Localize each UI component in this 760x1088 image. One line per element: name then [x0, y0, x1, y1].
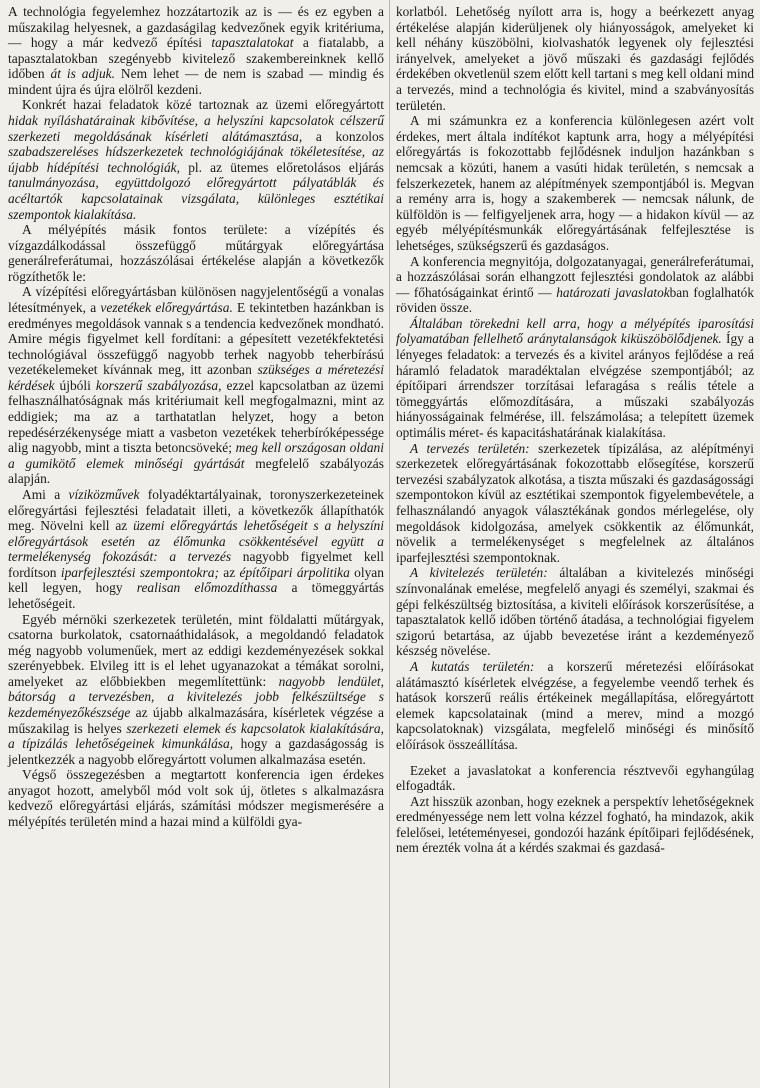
- emphasis-text: át is adjuk.: [50, 66, 115, 82]
- body-text: Végső összegezésben a megtartott konferencia igen érdekes anyagot hozott, amelyből mód volt sok új, ötletes s alkalmazásra kedvező előregyártási eljárás, számítási módszer megismerésére a mélyépítés területén mind a hazai mind a külföldi gya-: [8, 767, 384, 830]
- right-paragraph-6: [396, 565, 754, 659]
- emphasis-text: határozati javaslatok: [556, 284, 670, 300]
- body-text: a konzolos: [302, 128, 384, 144]
- column-divider: [389, 0, 390, 1088]
- right-paragraph-9: [396, 794, 754, 856]
- left-column: [8, 4, 384, 830]
- right-paragraph-4: [396, 316, 754, 441]
- body-text: E tekintetben hazánkban is eredményes megoldások vannak s a tendencia kedvezőnek mondható. Amire mégis figyelmet kell fordítani: a gépesített vezetékfektetési technológiával összefüggő nagyobb terhek nagyobb teherbírású vezetékelemeket kívánnak meg, itt azonban: [8, 299, 385, 378]
- body-text: A mélyépítés másik fontos területe: a vízépítés és vízgazdálkodással összefüggő műtárgyak előregyártása generálreferátumai, hozzászólásai értékelése alapján a következők rögzíthetők le:: [8, 222, 384, 284]
- body-text: Ami a: [22, 486, 69, 502]
- right-paragraph-8: [396, 763, 754, 794]
- emphasis-text: korszerű szabályozása,: [95, 377, 222, 393]
- body-text: az: [218, 564, 240, 580]
- emphasis-text: üzemi előregyártás lehetőségeit s a helyszíni előregyártások esetén az élőmunka csökkentésével együtt a termelékenység fokozását: a tervezés: [8, 518, 385, 565]
- body-text: A konferencia megnyitója, dolgozatanyagai, generálreferátumai, a hozzászólásai során elhangzott fejlesztési gondolatok az alábbi — főhatóságainkat érintő —: [396, 253, 754, 300]
- body-text: a korszerű méretezési előírásokat alátámasztó kísérletek elvégzése, a fegyelembe veendő terhek és hatások korszerű reális értékeinek megállapítása, előregyártott elemek kapcsolatainak (mind a merev, mind a mozgó kapcsolatoknak) vizsgálata, megfelelő minőségi és minősítő előírások összeállítása.: [396, 658, 754, 752]
- emphasis-text: szabadszereléses hídszerkezetek technológiájának tökéletesítése, az újabb hídépítési technológiák,: [8, 144, 384, 175]
- right-paragraph-3: [396, 254, 754, 316]
- emphasis-text: szerkezeti elemek és kapcsolatok kialakítására, a típizálás lehetőségeinek kimunkálása,: [8, 720, 384, 752]
- body-text: ezzel kapcsolatban az üzemi felhasználhatóságnak más kritériumait kell megfogalmazni, mint az eddigiek; ma az a tarthatatlan helyzet, hogy a beton repedésérzékenysége miatt a vasbeton vezetékek teherbíróképessége alig nagyobb, mint a tiszta betoncsöveké;: [8, 377, 385, 456]
- left-paragraph-1: [8, 4, 384, 97]
- body-text: megfelelő szabályozás alapján.: [8, 455, 384, 487]
- body-text: Konkrét hazai feladatok közé tartoznak az üzemi előregyártott: [22, 97, 384, 113]
- emphasis-text: hidak nyíláshatárainak kibővítése, a helyszíni kapcsolatok célszerű szerkezeti megoldásának kísérleti alátámasztása,: [8, 113, 384, 144]
- body-text: a fiatalabb, a tapasztalatokban szegényebb kivitelező szakembereinknek kellő időben: [8, 35, 384, 82]
- body-text: A technológia fegyelemhez hozzátartozik az is — és ez egyben a műszakilag helyesnek, a gazdaságilag kedvezőnek egyik kritériuma, — hogy a már kedvező építési: [8, 4, 384, 51]
- emphasis-text: A tervezés területén:: [410, 440, 530, 456]
- body-text: a tömeggyártás lehetőségeit.: [8, 580, 385, 611]
- emphasis-text: tanulmányozása, együttdolgozó előregyártott pályatáblák és acéltartók kapcsolatainak vizsgálata, különleges esztétikai szempontok kialakítása.: [8, 175, 384, 222]
- emphasis-text: vezetékek előregyártása.: [100, 299, 233, 315]
- body-text: ban foglalhatók röviden össze.: [396, 284, 754, 316]
- emphasis-text: Általában törekedni kell arra, hogy a mélyépítés iparosítási folyamatában fellelhető aránytalanságok kiküszöbölődjenek.: [396, 315, 754, 347]
- left-paragraph-4: [8, 284, 384, 487]
- right-paragraph-2: [396, 113, 754, 253]
- body-text: A vízépítési előregyártásban különösen nagyjelentőségű a vonalas létesítmények, a: [8, 284, 384, 315]
- emphasis-text: realisan előmozdíthassa: [136, 580, 278, 596]
- body-text: A mi számunkra ez a konferencia különlegesen azért volt érdekes, mert általa indítékot kaptunk arra, hogy a mélyépítési előregyártás is fokozottabb fejlődésnek induljon hazánkban s nemcsak a közúti, hanem a vasúti hidak területén, s nemcsak a felszerkezetek, hanem az alépítmények szempontjából is. Megvan a remény arra is, hogy a szakemberek — nemcsak nálunk, de külföldön is — felfigyeljenek arra, hogy — a hidakon kívül — az egyéb mélyépítésmunkák előregyártásának felfejlesztése is lehetséges, szükségszerű és gazdaságos.: [396, 113, 754, 253]
- left-paragraph-2: [8, 97, 384, 222]
- body-text: nagyobb figyelmet kell fordítson: [8, 549, 384, 580]
- right-paragraph-5: [396, 441, 754, 566]
- body-text: pl. az ütemes előretolásos eljárás: [180, 159, 384, 175]
- left-paragraph-7: [8, 767, 384, 829]
- emphasis-text: meg kell országosan oldani a gumikötő elemek minőségi gyártását: [8, 440, 384, 471]
- right-paragraph-1: [396, 4, 754, 113]
- body-text: Egyéb mérnöki szerkezetek területén, mint földalatti műtárgyak, csatorna burkolatok, csatornaáthidalások, a megoldandó feladatok még nagyobb volumenűek, mert az eddigi kezdeményezések sokkal szerényebbek. Elvileg itt is el lehet ugyanazokat a témákat sorolni, amelyeket az előbbiekben megemlítettünk:: [8, 611, 384, 689]
- body-text: Nem lehet — de nem is szabad — mindig és mindent újra és újra elölről kezdeni.: [8, 66, 384, 97]
- emphasis-text: A kivitelezés területén:: [410, 565, 548, 581]
- right-paragraph-7: [396, 659, 754, 753]
- body-text: olyan kell legyen, hogy: [8, 564, 384, 596]
- emphasis-text: iparfejlesztési szempontokra;: [60, 564, 219, 580]
- body-text: újbóli: [54, 377, 96, 393]
- emphasis-text: szükséges a méretezési kérdések: [8, 362, 384, 393]
- right-column: [396, 4, 754, 856]
- body-text: folyadéktartályainak, toronyszerkezeteinek előregyártási fejlesztési feladatait illeti, a következők állapíthatók meg. Növelni kell az: [8, 486, 385, 534]
- emphasis-text: nagyobb lendület, bátorság a tervezésben, a kivitelezés jobb felkészültsége s kezdeményezőkészsége: [8, 673, 384, 721]
- body-text: az újabb alkalmazására, kísérletek végzése a műszakilag is helyes: [8, 705, 384, 736]
- body-text: szerkezetek típizálása, az alépítményi szerkezetek előregyártásának fokozottabb elősegítése, korszerű tervezési szabályzatok alkotása, a tiszta műszaki és gazdaságossági szempontokon kívül az esztétikai szempontok figyelembevétele, a felhasználandó anyagok választékának gondos mérlegelése, oly megoldások kidolgozása, amelyek csökkentik az élőmunkát, növelik a termelékenységet s megfelelnek az általános iparfejlesztési szempontoknak.: [396, 440, 754, 565]
- emphasis-text: építőipari árpolitika: [239, 564, 350, 580]
- left-paragraph-5: [8, 487, 384, 612]
- body-text: általában a kivitelezés minőségi színvonalának emelése, megfelelő anyagi és személyi, szakmai és gépi felkészültség biztosítása, a kiviteli előírások korszerűsítése, a tapasztalatok kellő időben történő átadása, a technológiai figyelem szigorú betartása, az újabb bevezetése iránt a kezdeményező készség növelése.: [396, 565, 754, 659]
- body-text: Ezeket a javaslatokat a konferencia résztvevői egyhangúlag elfogadták.: [396, 762, 754, 794]
- body-text: korlatból. Lehetőség nyílott arra is, hogy a beérkezett anyag értékelése alapján kiderüljenek oly hiányosságok, amelyeket ki kell néhány küszöbölni, kiolvashatók legyenek oly fejlesztési irányelvek, amelyeket a jövő műszaki és gazdasági fejlődés érdekében okvetlenül szem előtt kell tartani s meg kell oldani mind a tervezés, mind a technológia és kivitel, mind a szabványosítás területén.: [396, 4, 754, 113]
- body-text: hogy a gazdaságosság is jelentkezzék a nagyobb előregyártott volumen alkalmazása esetén.: [8, 736, 385, 767]
- left-paragraph-3: [8, 222, 384, 284]
- emphasis-text: víziközművek: [68, 486, 140, 502]
- body-text: Azt hisszük azonban, hogy ezeknek a perspektív lehetőségeknek eredményessége nem lett volna kézzel fogható, ha mindazok, akik felelősei, letéteményesei, gondozói hazánk építőipari fejlődésének, nem érezték volna át a kérdés szakmai és gazdasá-: [396, 793, 754, 856]
- emphasis-text: A kutatás területén:: [410, 658, 535, 674]
- left-paragraph-6: [8, 612, 384, 768]
- body-text: Így a lényeges feladatok: a tervezés és a kivitel arányos fejlődése a reá háramló feladatok maradéktalan elvégzése szempontjából; az építőipari árrendszer torzításai lefaragása s reális tétele a tömeggyártás előmozdítására, a műszaki szabályozás hiányosságainak felmérése, ill. felszámolása; a telepített üzemek optimális méret- és kapacitáshatárának kialakítása.: [396, 331, 754, 441]
- emphasis-text: tapasztalatokat: [211, 35, 294, 51]
